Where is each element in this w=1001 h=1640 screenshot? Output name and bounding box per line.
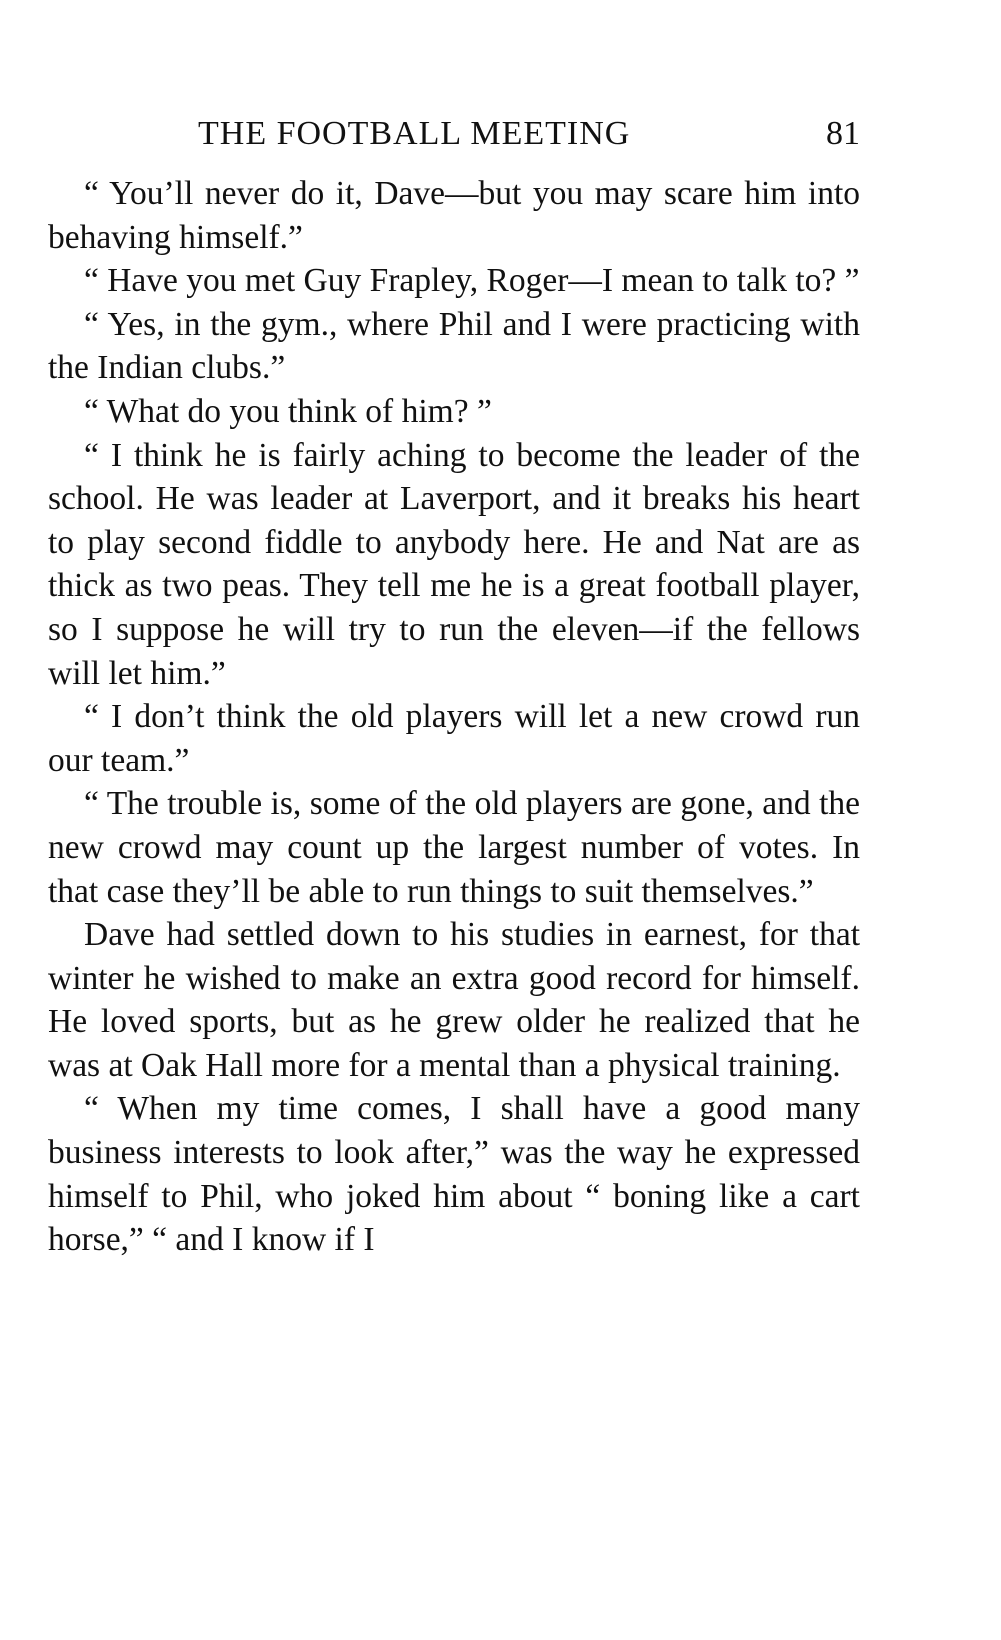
paragraph: “ I think he is fairly aching to become the leader of the school. He was leader at Laverport, and it breaks his heart to play second fiddle to anybody here. He and Nat are as thick as two peas. They tell me he is a great football player, so I suppose he will try to run the eleven—if the fellows will let him.”: [48, 436, 860, 692]
paragraph: “ You’ll never do it, Dave—but you may scare him into behaving himself.”: [48, 175, 860, 256]
paragraph: “ Have you met Guy Frapley, Roger—I mean to talk to? ”: [84, 262, 860, 300]
running-title: THE FOOTBALL MEETING: [198, 115, 631, 152]
paragraph: “ I don’t think the old players will let a new crowd run our team.”: [48, 698, 860, 779]
body-text: [48, 172, 860, 1262]
paragraph: Dave had settled down to his studies in earnest, for that winter he wished to make an extra good record for himself. He loved sports, but as he grew older he realized that he was at Oak Hall more for a mental than a physical training.: [48, 916, 860, 1084]
paragraph: “ What do you think of him? ”: [84, 392, 492, 430]
page-number: 81: [826, 115, 860, 152]
paragraph: “ When my time comes, I shall have a good many business interests to look after,” was the way he expressed himself to Phil, who joked him about “ boning like a cart horse,” “ and I know if I: [48, 1090, 860, 1259]
paragraph: “ Yes, in the gym., where Phil and I were practicing with the Indian clubs.”: [48, 305, 860, 387]
paragraph: “ The trouble is, some of the old players are gone, and the new crowd may count up the largest number of votes. In that case they’ll be able to run things to suit themselves.”: [48, 785, 860, 910]
running-head: [48, 112, 860, 156]
